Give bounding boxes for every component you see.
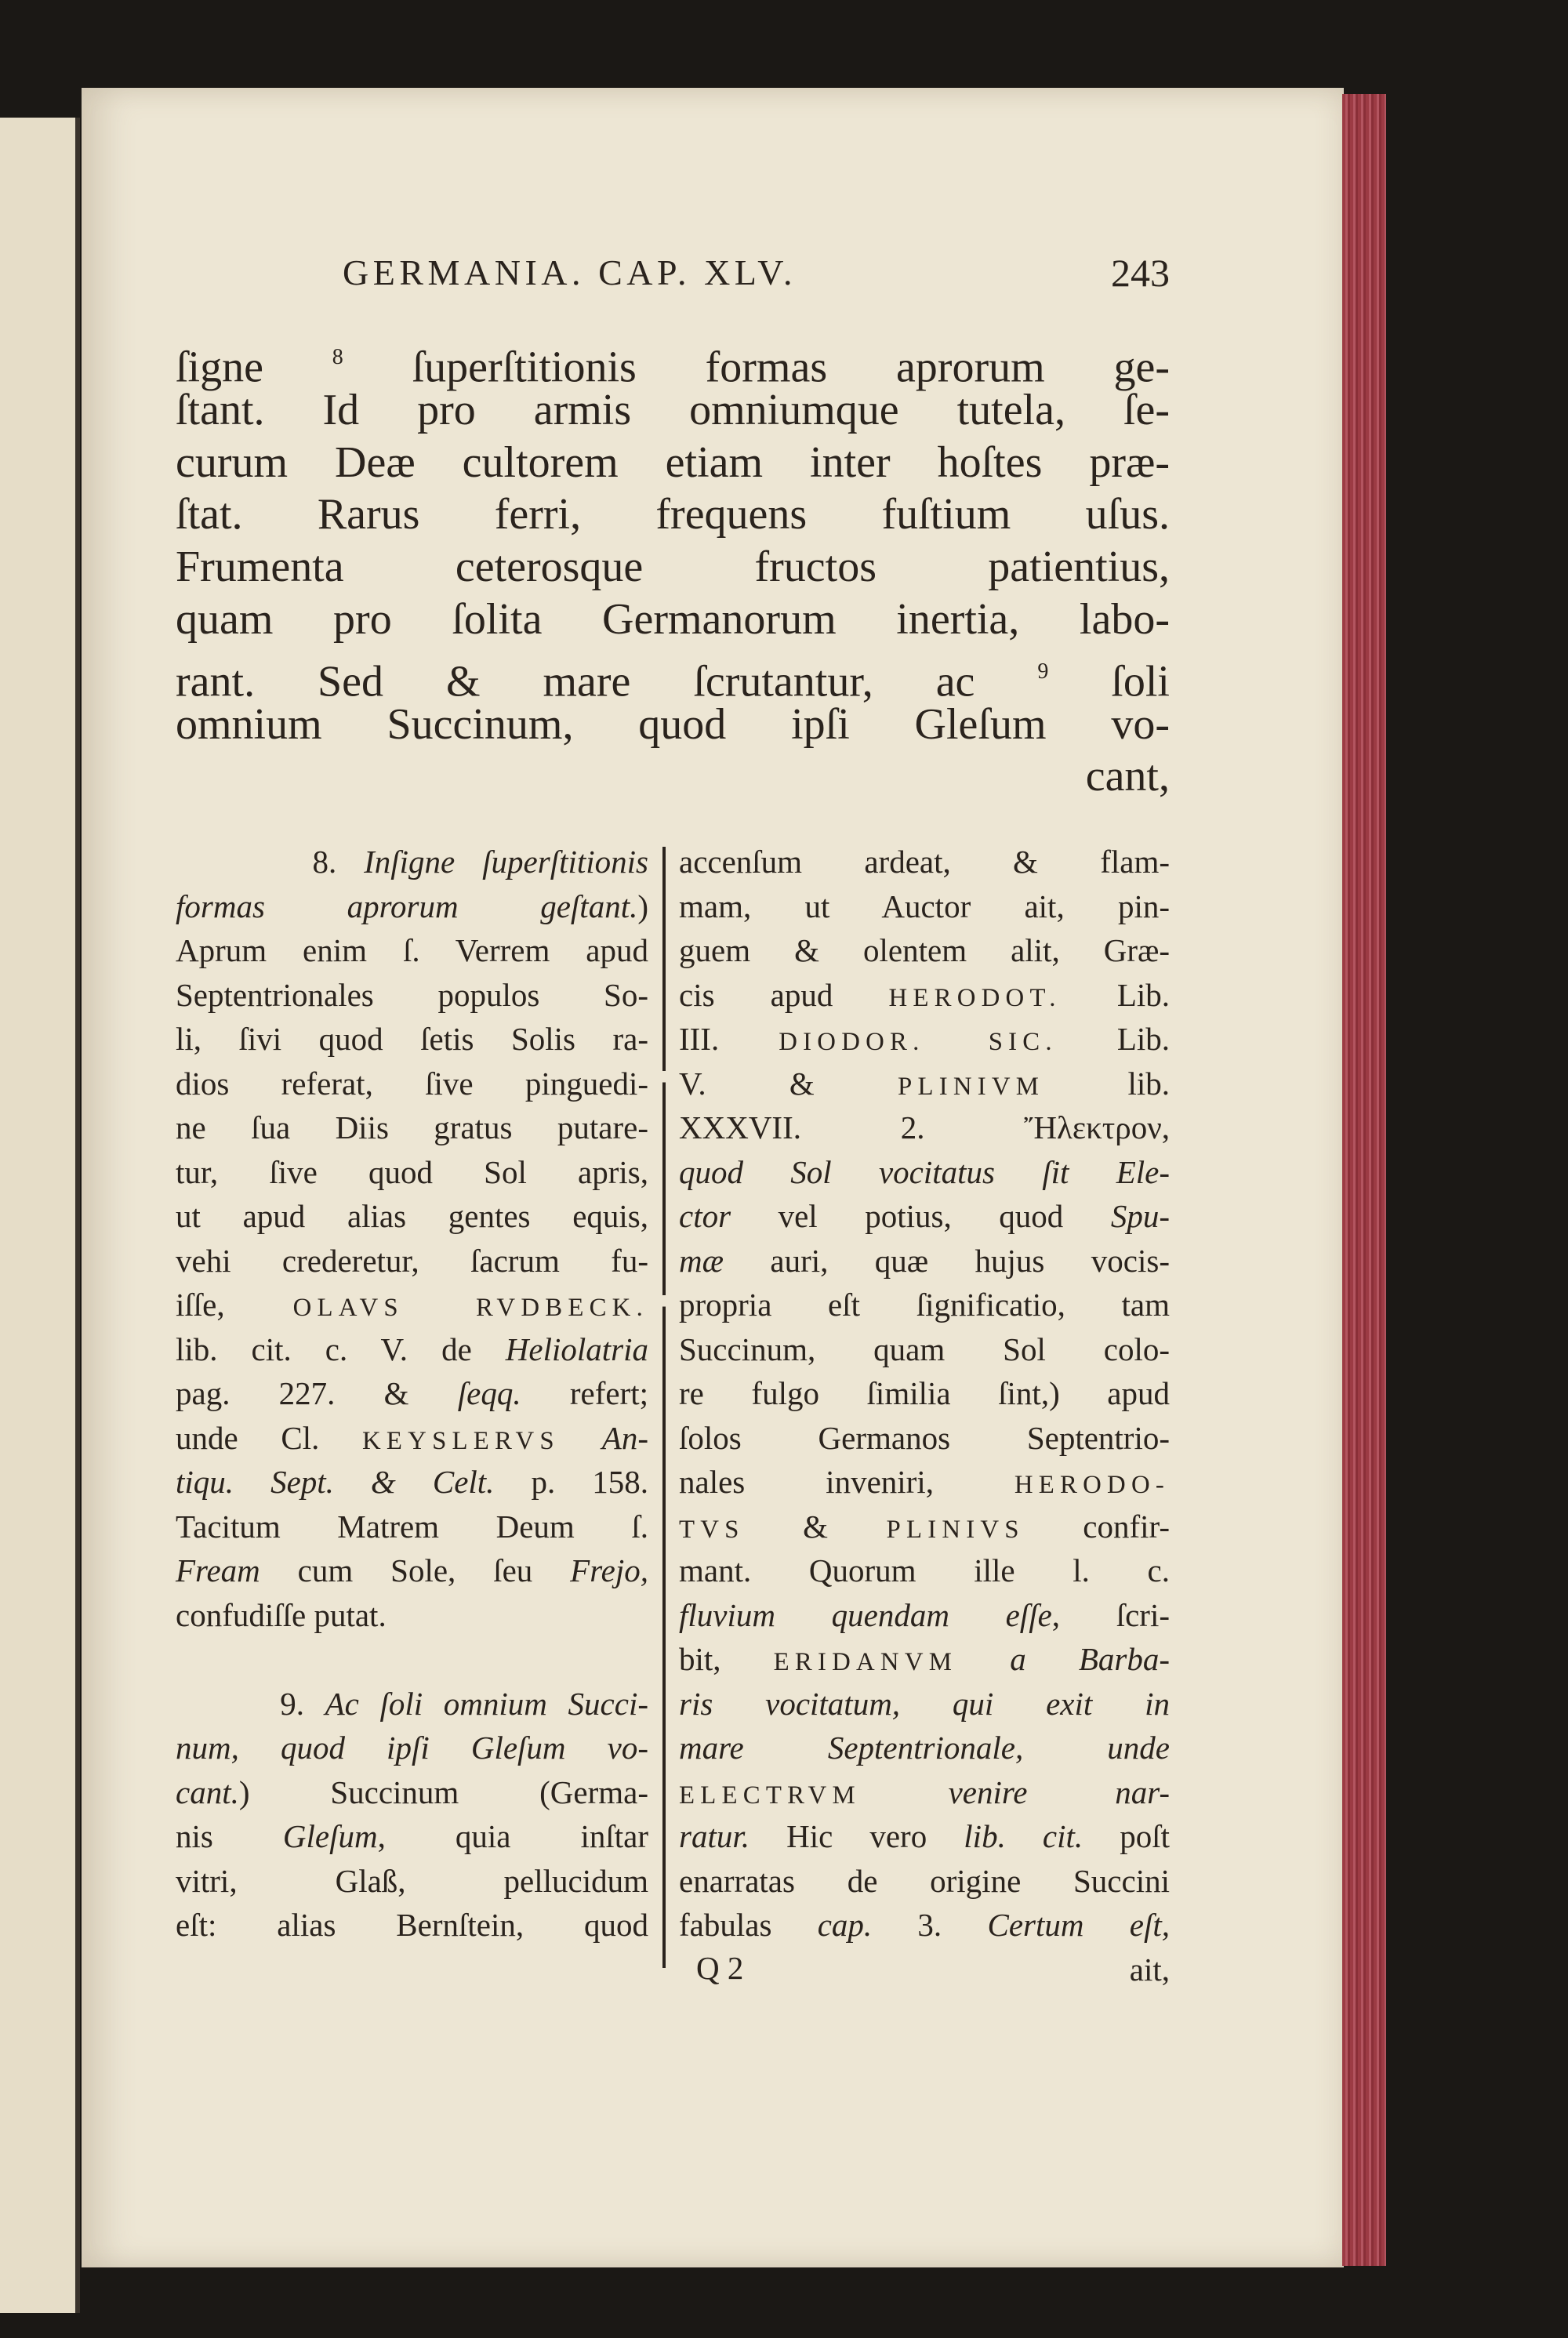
text-segment: , quia inſtar <box>377 1818 648 1854</box>
body-text-line <box>176 437 1170 488</box>
footnote-line <box>679 1814 1170 1858</box>
italic-text: Spu- <box>1110 1198 1170 1234</box>
footnote-line <box>176 1105 648 1149</box>
footnote-line <box>176 1194 648 1238</box>
body-text-line <box>176 750 1170 802</box>
footnote-line <box>176 884 648 928</box>
footnote-line <box>679 1062 1170 1105</box>
text-segment: 8. <box>176 844 365 880</box>
text-segment: Frumenta ceterosque fructos patientius, <box>176 543 1170 592</box>
italic-text: formas aprorum geſtant. <box>176 888 638 924</box>
small-caps-name: PLINIVS <box>886 1515 1025 1544</box>
footnote-line <box>679 1726 1170 1770</box>
italic-text: ris vocitatum, qui exit in <box>679 1685 1170 1722</box>
text-segment: ſtat. Rarus ferri, frequens fuſtium uſus. <box>176 490 1170 539</box>
italic-text: fluvium quendam eſſe <box>679 1596 1052 1633</box>
italic-text: Frejo, <box>570 1552 648 1588</box>
italic-text: venire nar- <box>860 1773 1170 1810</box>
small-caps-name: PLINIVM <box>898 1072 1045 1101</box>
text-segment: Lib. <box>1061 976 1170 1013</box>
text-segment: iſſe, <box>176 1287 293 1323</box>
footnote-line <box>679 1770 1170 1814</box>
italic-text: ratur. <box>679 1818 750 1854</box>
text-segment: V. & <box>679 1065 898 1102</box>
italic-text: tiqu. Sept. & Celt. <box>176 1464 495 1500</box>
text-segment: lib. cit. c. V. de <box>176 1331 506 1367</box>
footnote-line <box>679 1371 1170 1415</box>
body-text-line <box>176 699 1170 750</box>
body-text-line <box>176 332 1170 392</box>
footnote-line <box>176 1548 648 1592</box>
footnote-line <box>176 1726 648 1770</box>
italic-text: Gleſum <box>282 1818 378 1854</box>
text-segment: Lib. <box>1057 1021 1171 1057</box>
italic-text: lib. cit. <box>964 1818 1083 1854</box>
italic-text: cap. <box>817 1907 873 1943</box>
signature-mark: Q 2 <box>696 1950 744 1986</box>
footnote-line <box>176 1283 648 1327</box>
footnote-line <box>176 1460 648 1504</box>
footnote-line <box>679 1548 1170 1592</box>
text-segment: Hic vero <box>750 1818 964 1854</box>
italic-text: Inſigne ſuperſtitionis <box>364 844 649 880</box>
text-segment: enarratas de origine Succini <box>679 1862 1170 1899</box>
footnote-line <box>176 1682 648 1726</box>
italic-text: Ac ſoli omnium Succi- <box>325 1685 649 1722</box>
text-segment: Septentrionales populos So- <box>176 976 648 1013</box>
text-segment: , ſcri- <box>1051 1596 1170 1633</box>
footnote-line <box>679 1017 1170 1061</box>
text-segment: nis <box>176 1818 283 1854</box>
text-segment: III. <box>679 1021 779 1057</box>
footnote-line <box>679 1283 1170 1327</box>
text-segment: lib. <box>1044 1065 1170 1102</box>
footnote-line <box>679 1637 1170 1681</box>
italic-text: quod Sol vocitatus ſit Ele- <box>679 1153 1170 1190</box>
footnote-line <box>679 973 1170 1017</box>
text-segment: unde Cl. <box>176 1419 363 1456</box>
footnote-line <box>176 1903 648 1947</box>
italic-text: cant. <box>176 1773 239 1810</box>
small-caps-name: DIODOR. SIC. <box>779 1028 1058 1056</box>
footnote-line <box>679 928 1170 972</box>
italic-text: a Barba- <box>957 1641 1170 1677</box>
footnote-line <box>176 1150 648 1194</box>
text-segment: pag. 227. & <box>176 1375 458 1411</box>
text-segment: fabulas <box>679 1907 818 1943</box>
text-segment: confudiſſe putat. <box>176 1596 387 1633</box>
text-segment: li, ſivi quod ſetis Solis ra- <box>176 1021 648 1057</box>
page-number: 243 <box>1111 251 1170 295</box>
body-text-line <box>176 488 1170 540</box>
footnote-line <box>679 1239 1170 1283</box>
body-text-line <box>176 594 1170 645</box>
text-segment: 3. <box>872 1907 988 1943</box>
footnote-line <box>176 1814 648 1858</box>
footnote-line <box>679 1593 1170 1637</box>
text-segment: ſigne <box>176 343 332 392</box>
text-segment: ſolos Germanos Septentrio- <box>679 1419 1170 1456</box>
text-segment: cant, <box>1085 752 1170 801</box>
italic-text: num, quod ipſi Gleſum vo- <box>176 1730 648 1766</box>
italic-text: mæ <box>679 1242 724 1279</box>
text-segment: quam pro ſolita Germanorum inertia, labo- <box>176 595 1170 644</box>
footnote-reference: 9 <box>1037 659 1049 684</box>
text-segment: Tacitum Matrem Deum ſ. <box>176 1508 648 1545</box>
italic-text: ctor <box>679 1198 731 1234</box>
text-segment: curum Deæ cultorem etiam inter hoſtes præ- <box>176 437 1170 487</box>
text-segment: 9. <box>176 1685 325 1722</box>
running-title: GERMANIA. CAP. XLV. <box>343 252 797 292</box>
small-caps-name: KEYSLERVS <box>362 1426 560 1455</box>
text-segment: mam, ut Auctor ait, pin- <box>679 888 1170 924</box>
text-segment: cum Sole, ſeu <box>260 1552 571 1588</box>
text-segment: ſoli <box>1048 657 1170 706</box>
small-caps-name: OLAVS RVDBECK. <box>292 1294 648 1322</box>
footnote-line <box>679 1150 1170 1194</box>
footnote-line <box>679 1505 1170 1548</box>
text-segment: auri, quæ hujus vocis- <box>723 1242 1170 1279</box>
footnote-line <box>679 1194 1170 1238</box>
footnote-line <box>679 1903 1170 1947</box>
page-header <box>343 249 1170 296</box>
text-segment: guem & olentem alit, Græ- <box>679 932 1170 968</box>
italic-text: mare Septentrionale, unde <box>679 1730 1170 1766</box>
text-segment: vitri, Glaß, pellucidum <box>176 1862 648 1899</box>
text-segment: vel potius, quod <box>731 1198 1111 1234</box>
footnote-line <box>176 1239 648 1283</box>
footnote-line <box>176 840 648 884</box>
footnote-line <box>176 928 648 972</box>
text-segment: nales inveniri, <box>679 1464 1014 1500</box>
footnote-line <box>679 840 1170 884</box>
italic-text: Fream <box>176 1552 260 1588</box>
small-caps-name: ERIDANVM <box>773 1648 958 1676</box>
text-segment: ſtant. Id pro armis omniumque tutela, ſe- <box>176 385 1170 434</box>
text-segment: mant. Quorum ille l. c. <box>679 1552 1170 1588</box>
text-segment: bit, <box>679 1641 774 1677</box>
text-segment: ) <box>637 888 648 924</box>
footnote-line <box>679 1327 1170 1371</box>
text-segment: omnium Succinum, quod ipſi Gleſum vo- <box>176 699 1170 749</box>
text-segment: tur, ſive quod Sol apris, <box>176 1153 648 1190</box>
text-segment: ut apud alias gentes equis, <box>176 1198 648 1234</box>
body-text-line <box>176 384 1170 436</box>
text-segment: Succinum, quam Sol colo- <box>679 1331 1170 1367</box>
footnote-line <box>679 1460 1170 1504</box>
footnote-line <box>176 1770 648 1814</box>
text-segment: dios referat, ſive pinguedi- <box>176 1065 648 1102</box>
italic-text: Heliolatria <box>505 1331 648 1367</box>
footnote-line <box>679 884 1170 928</box>
text-segment: ait, <box>1129 1951 1170 1988</box>
text-segment: ne ſua Diis gratus putare- <box>176 1109 648 1145</box>
text-segment: cis apud <box>679 976 889 1013</box>
text-segment: eſt: alias Bernſtein, quod <box>176 1907 648 1943</box>
text-segment: accenſum ardeat, & flam- <box>679 844 1170 880</box>
footnote-line <box>176 1505 648 1548</box>
text-segment: confir- <box>1024 1508 1170 1545</box>
small-caps-name: HERODO- <box>1014 1471 1170 1499</box>
italic-text: An- <box>559 1419 648 1456</box>
footnote-line <box>176 1416 648 1460</box>
footnote-line <box>176 1017 648 1061</box>
footnote-line <box>176 973 648 1017</box>
footnote-line <box>679 1105 1170 1149</box>
footnote-line <box>176 1062 648 1105</box>
small-caps-name: HERODOT. <box>888 983 1062 1012</box>
text-segment: vehi crederetur, ſacrum fu- <box>176 1242 648 1279</box>
body-text-line <box>176 541 1170 593</box>
footnote-line <box>679 1416 1170 1460</box>
text-segment: rant. Sed & mare ſcrutantur, ac <box>176 657 1038 706</box>
small-caps-name: TVS <box>679 1515 745 1544</box>
text-segment: refert; <box>521 1375 648 1411</box>
footnote-line <box>679 1682 1170 1726</box>
text-segment: & <box>744 1508 887 1545</box>
text-segment: XXXVII. 2. Ἤλεκτρον, <box>679 1109 1170 1145</box>
text-segment: propria eſt ſignificatio, tam <box>679 1287 1170 1323</box>
text-segment: Aprum enim ſ. Verrem apud <box>176 932 648 968</box>
italic-text: Certum eſt, <box>987 1907 1170 1943</box>
footnote-line <box>176 1859 648 1903</box>
adjacent-page-edge <box>0 118 80 2313</box>
text-segment: p. 158. <box>494 1464 648 1500</box>
footnote-line <box>176 1371 648 1415</box>
footnote-line <box>679 1859 1170 1903</box>
body-text-line <box>176 646 1170 706</box>
footnote-line <box>176 1327 648 1371</box>
footnote-reference: 8 <box>332 345 343 369</box>
text-segment: poſt <box>1083 1818 1170 1854</box>
footnote-line <box>176 1593 648 1637</box>
text-segment: re fulgo ſimilia ſint,) apud <box>679 1375 1170 1411</box>
text-segment: ſuperſtitionis formas aprorum ge- <box>343 343 1170 392</box>
footnote-line <box>679 1948 1170 1991</box>
column-divider <box>662 847 666 1968</box>
italic-text: ſeqq. <box>457 1375 521 1411</box>
text-segment: ) Succinum (Germa- <box>238 1773 648 1810</box>
red-page-edges <box>1342 94 1386 2266</box>
small-caps-name: ELECTRVM <box>679 1781 861 1810</box>
